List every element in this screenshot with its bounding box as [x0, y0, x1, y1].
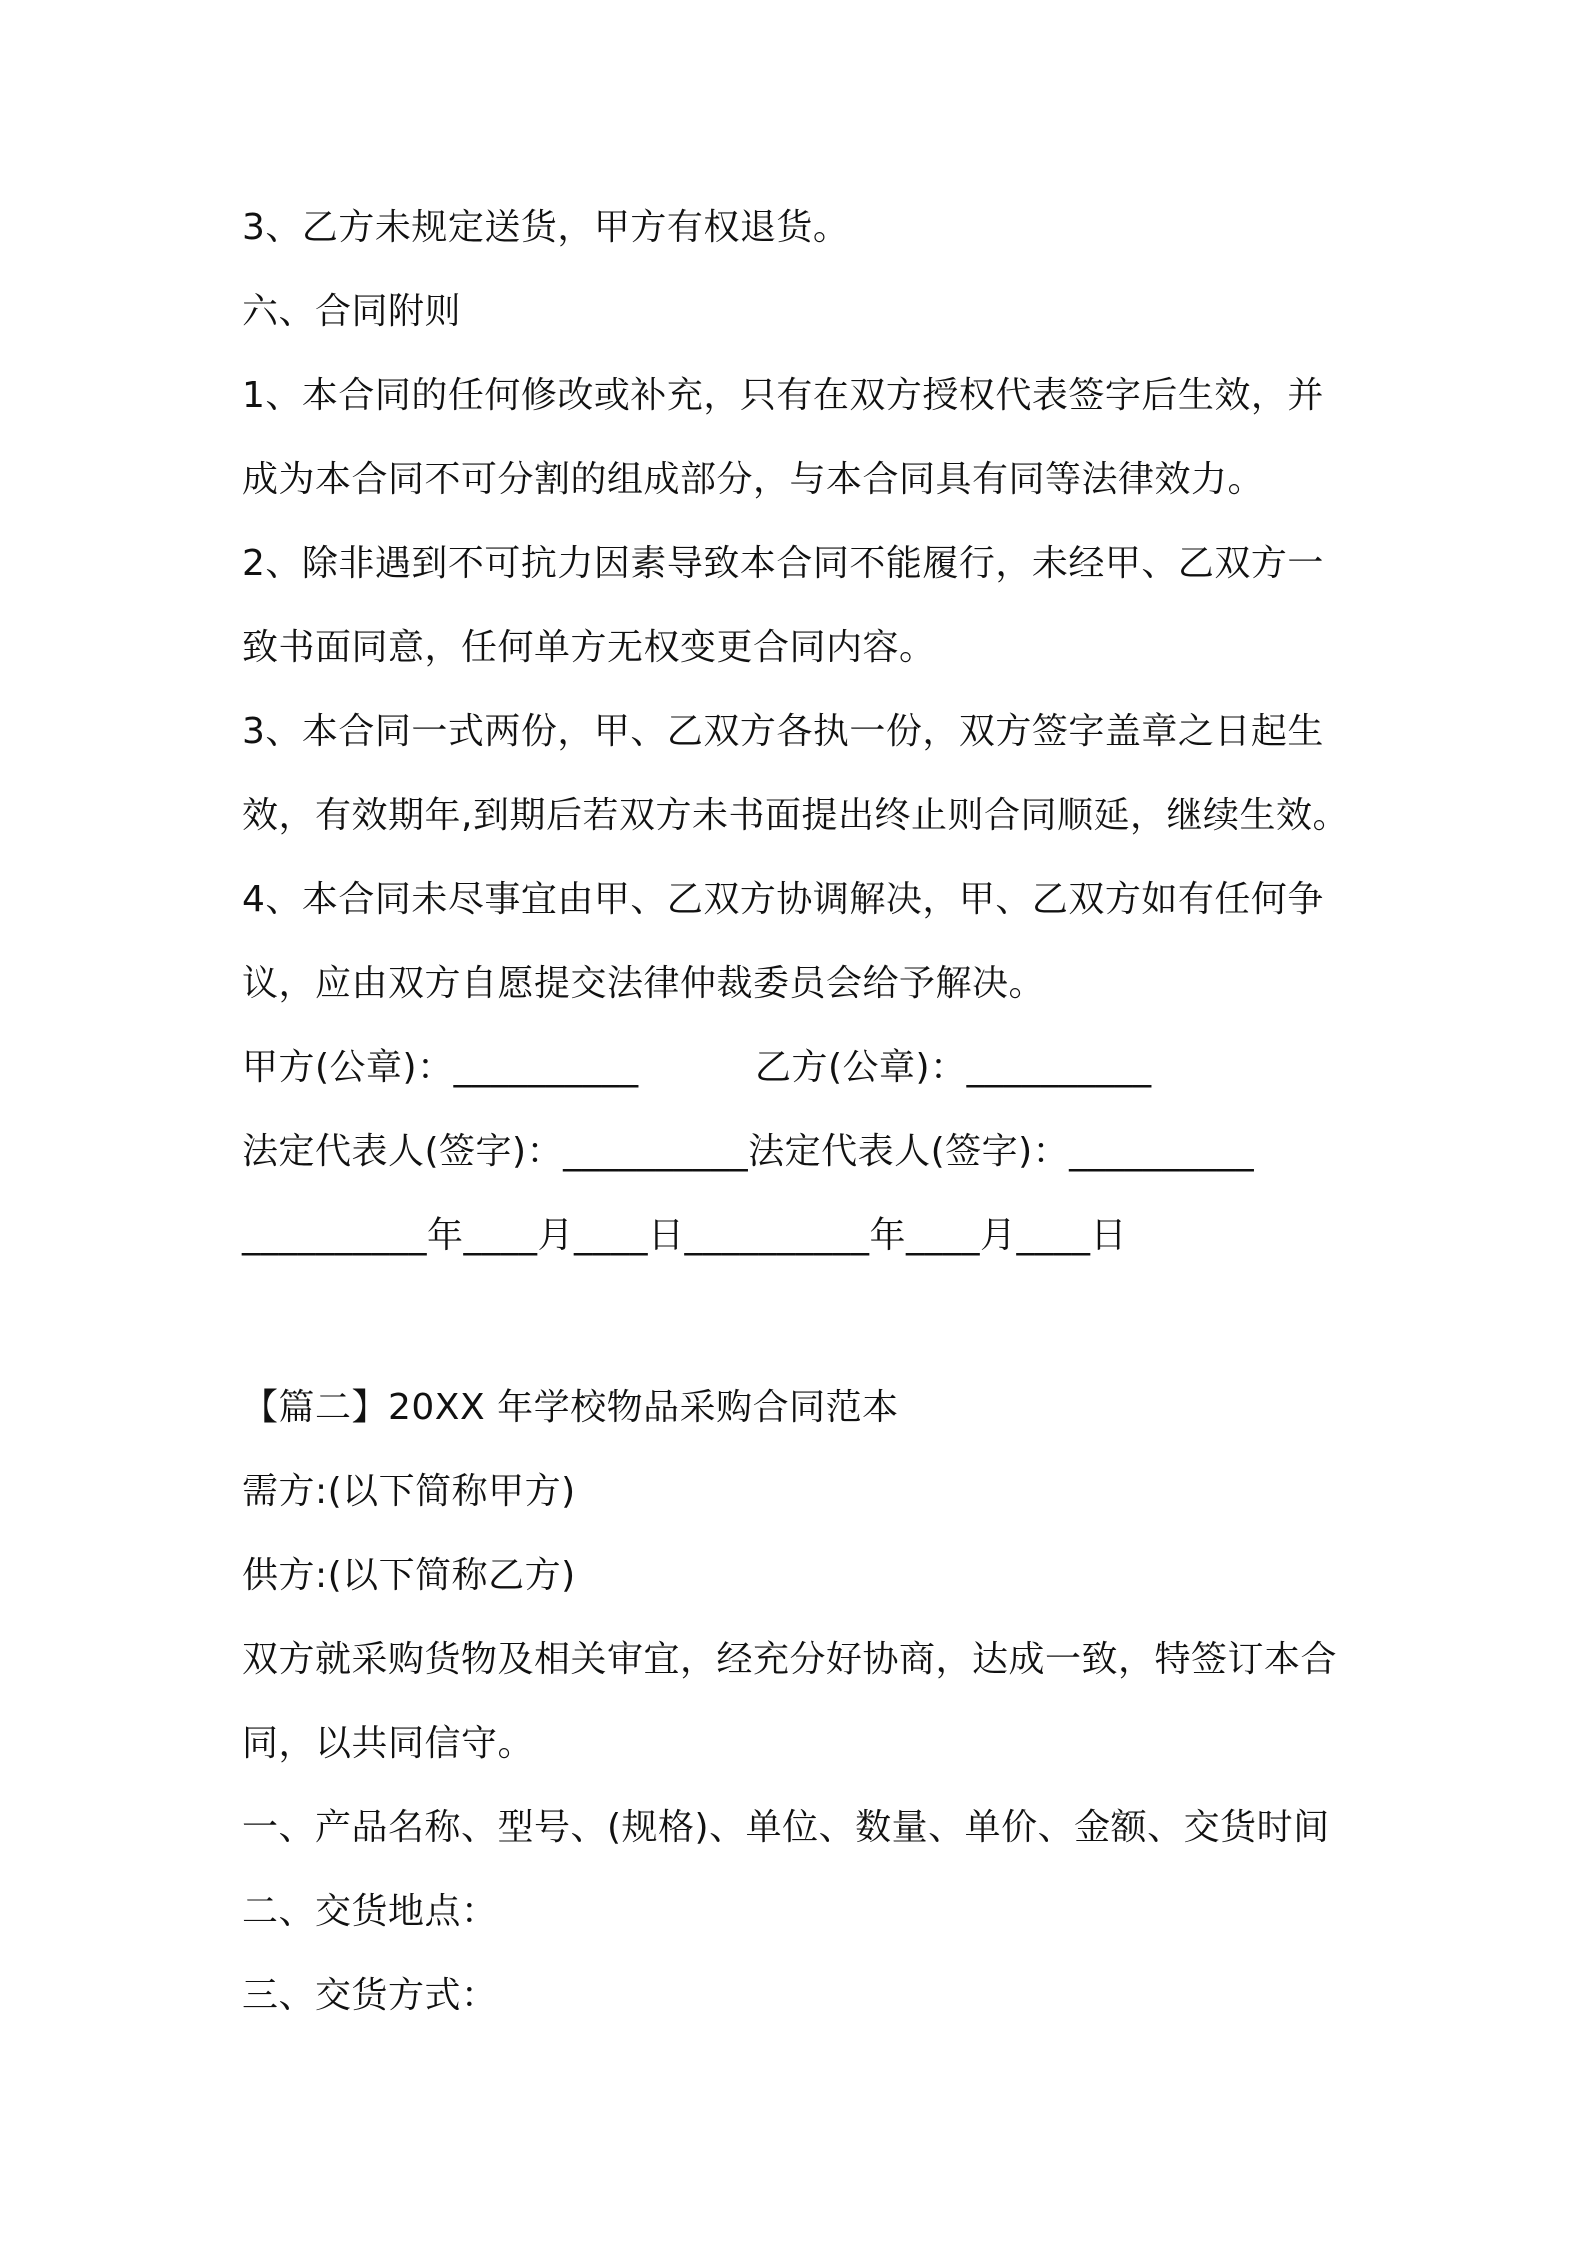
supplementary-clause-1-line-1: 1、本合同的任何修改或补充，只有在双方授权代表签字后生效，并	[242, 375, 1324, 416]
clause-3-return-goods: 3、乙方未规定送货，甲方有权退货。	[242, 207, 850, 248]
agreement-intro-line-1: 双方就采购货物及相关审宜，经充分好协商，达成一致，特签订本合	[242, 1639, 1338, 1680]
supplementary-clause-4-line-1: 4、本合同未尽事宜由甲、乙双方协调解决，甲、乙双方如有任何争	[242, 879, 1324, 920]
signature-date-fields: __________年____月____日__________年____月____日	[242, 1215, 1127, 1256]
agreement-intro-line-2: 同，以共同信守。	[242, 1723, 535, 1764]
supplementary-clause-1-line-2: 成为本合同不可分割的组成部分，与本合同具有同等法律效力。	[242, 459, 1265, 500]
product-info-heading: 一、产品名称、型号、(规格)、单位、数量、单价、金额、交货时间	[242, 1807, 1330, 1848]
supplementary-clause-2-line-2: 致书面同意，任何单方无权变更合同内容。	[242, 627, 936, 668]
buyer-line: 需方:(以下简称甲方)	[242, 1471, 576, 1512]
supplier-line: 供方:(以下简称乙方)	[242, 1555, 576, 1596]
supplementary-clause-2-line-1: 2、除非遇到不可抗力因素导致本合同不能履行，未经甲、乙双方一	[242, 543, 1324, 584]
delivery-method-heading: 三、交货方式：	[242, 1975, 498, 2016]
section2-title: 【篇二】20XX 年学校物品采购合同范本	[242, 1387, 899, 1428]
supplementary-clause-3-line-1: 3、本合同一式两份，甲、乙双方各执一份，双方签字盖章之日起生	[242, 711, 1324, 752]
delivery-location-heading: 二、交货地点：	[242, 1891, 498, 1932]
party-a-seal-field: 甲方(公章)：__________	[242, 1047, 639, 1088]
legal-representative-fields: 法定代表人(签字)：__________法定代表人(签字)：__________	[242, 1131, 1255, 1172]
section-heading-supplementary: 六、合同附则	[242, 291, 462, 332]
party-b-seal-field: 乙方(公章)：__________	[755, 1047, 1152, 1088]
supplementary-clause-4-line-2: 议，应由双方自愿提交法律仲裁委员会给予解决。	[242, 963, 1046, 1004]
supplementary-clause-3-line-2: 效，有效期年,到期后若双方未书面提出终止则合同顺延，继续生效。	[242, 795, 1349, 836]
